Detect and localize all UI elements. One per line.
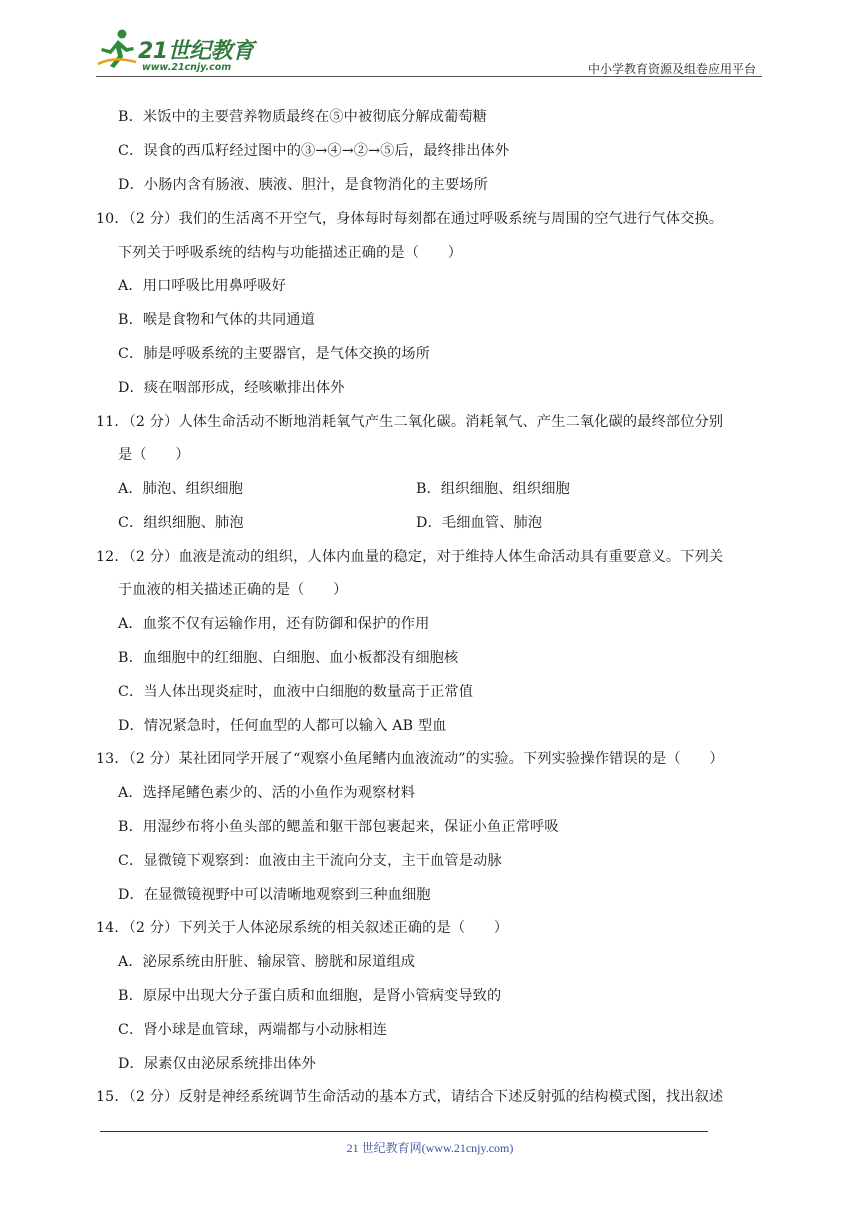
q11-option-c: C．组织细胞、肺泡	[118, 515, 244, 531]
q12-option-c: C．当人体出现炎症时，血液中白细胞的数量高于正常值	[118, 684, 474, 700]
q11-option-a: A．肺泡、组织细胞	[118, 481, 244, 497]
q9-option-c: C．误食的西瓜籽经过图中的③→④→②→⑤后，最终排出体外	[118, 143, 510, 159]
q13-option-b: B．用湿纱布将小鱼头部的鳃盖和躯干部包裹起来，保证小鱼正常呼吸	[118, 819, 559, 835]
q11-stem-cont: 是（ ）	[118, 447, 190, 463]
q12-option-b: B．血细胞中的红细胞、白细胞、血小板都没有细胞核	[118, 650, 459, 666]
q13-option-c: C．显微镜下观察到：血液由主干流向分支，主干血管是动脉	[118, 853, 502, 869]
q11-stem: 11．（2 分）人体生命活动不断地消耗氧气产生二氧化碳。消耗氧气、产生二氧化碳的最终部位分别	[96, 414, 724, 430]
q14-stem: 14．（2 分）下列关于人体泌尿系统的相关叙述正确的是（ ）	[96, 920, 509, 936]
q9-option-b: B．米饭中的主要营养物质最终在⑤中被彻底分解成葡萄糖	[118, 109, 488, 125]
footer-divider	[100, 1131, 708, 1132]
q13-option-d: D．在显微镜视野中可以清晰地观察到三种血细胞	[118, 887, 431, 903]
q10-option-a: A．用口呼吸比用鼻呼吸好	[118, 278, 287, 294]
platform-title: 中小学教育资源及组卷应用平台	[587, 62, 756, 76]
logo-text: 21世纪教育	[138, 39, 254, 64]
q10-option-b: B．喉是食物和气体的共同通道	[118, 312, 315, 328]
q12-stem: 12．（2 分）血液是流动的组织，人体内血量的稳定，对于维持人体生命活动具有重要意义。下列关	[96, 549, 724, 565]
runner-logo-icon	[96, 26, 140, 70]
q10-option-c: C．肺是呼吸系统的主要器官，是气体交换的场所	[118, 346, 431, 362]
q13-stem: 13．（2 分）某社团同学开展了“观察小鱼尾鳍内血液流动”的实验。下列实验操作错误的是（ ）	[96, 751, 724, 767]
site-logo	[96, 34, 266, 78]
q14-option-b: B．原尿中出现大分子蛋白质和血细胞，是肾小管病变导致的	[118, 988, 502, 1004]
q9-option-d: D．小肠内含有肠液、胰液、胆汁，是食物消化的主要场所	[118, 177, 488, 193]
q11-option-d: D．毛细血管、肺泡	[416, 515, 543, 531]
q10-stem-cont: 下列关于呼吸系统的结构与功能描述正确的是（ ）	[118, 245, 463, 261]
logo-url: www.21cnjy.com	[142, 62, 232, 73]
q10-option-d: D．痰在咽部形成，经咳嗽排出体外	[118, 380, 345, 396]
q14-option-a: A．泌尿系统由肝脏、输尿管、膀胱和尿道组成	[118, 954, 416, 970]
q12-stem-cont: 于血液的相关描述正确的是（ ）	[118, 582, 348, 598]
q10-stem: 10．（2 分）我们的生活离不开空气，身体每时每刻都在通过呼吸系统与周围的空气进行气体交换。	[96, 211, 724, 227]
header-divider	[96, 76, 762, 77]
q14-option-c: C．肾小球是血管球，两端都与小动脉相连	[118, 1022, 388, 1038]
q15-stem: 15．（2 分）反射是神经系统调节生命活动的基本方式，请结合下述反射弧的结构模式图，找出叙述	[96, 1089, 724, 1105]
page-footer: 21 世纪教育网(www.21cnjy.com)	[346, 1141, 514, 1155]
q13-option-a: A．选择尾鳍色素少的、活的小鱼作为观察材料	[118, 785, 416, 801]
q14-option-d: D．尿素仅由泌尿系统排出体外	[118, 1056, 316, 1072]
q12-option-a: A．血浆不仅有运输作用，还有防御和保护的作用	[118, 616, 430, 632]
q12-option-d: D．情况紧急时，任何血型的人都可以输入 AB 型血	[118, 718, 447, 734]
q11-option-b: B．组织细胞、组织细胞	[416, 481, 570, 497]
page-header	[96, 26, 762, 78]
